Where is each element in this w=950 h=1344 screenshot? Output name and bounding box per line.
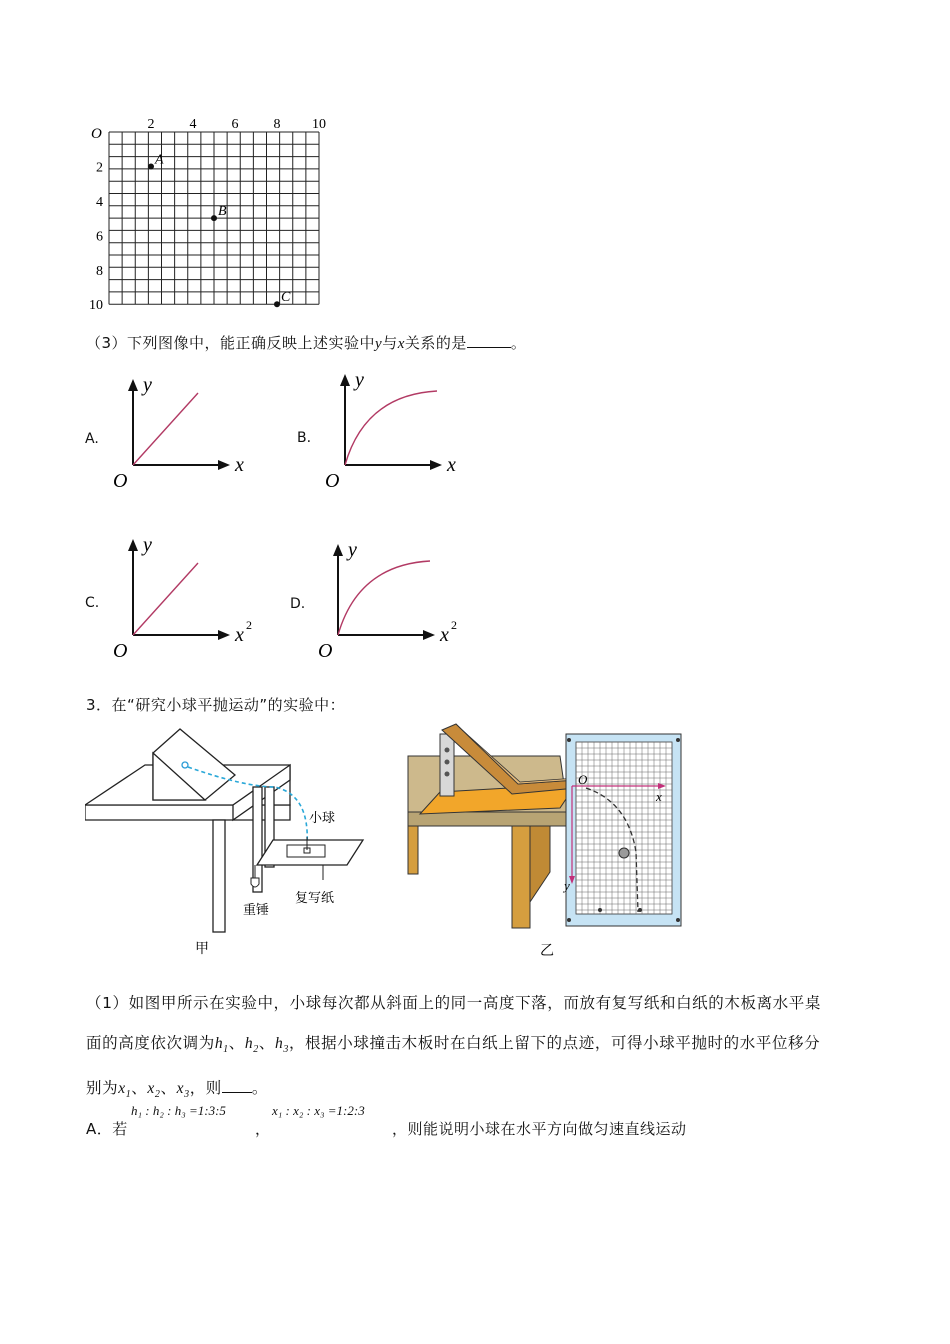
option-a-comma: ， xyxy=(255,1120,271,1138)
option-b xyxy=(297,360,477,495)
x-axis-label: x xyxy=(440,624,449,646)
y-tick-label: 6 xyxy=(96,229,103,245)
q3-stem xyxy=(86,332,526,353)
origin-label: O xyxy=(325,470,340,492)
option-d-graph xyxy=(310,530,470,665)
y-tick-label: 10 xyxy=(89,298,103,310)
q3-prefix: （3）下列图像中，能正确反映上述实验中 xyxy=(86,334,376,352)
point-a xyxy=(148,163,154,169)
y-tick-label: 4 xyxy=(96,194,103,210)
x-arrow-icon xyxy=(430,460,442,470)
yi-origin-label: O xyxy=(578,772,588,787)
q3-suffix: 关系的是 xyxy=(404,334,467,352)
x-arrow-icon xyxy=(218,630,230,640)
option-a-text xyxy=(86,1118,128,1139)
part1-line1: （1）如图甲所示在实验中，小球每次都从斜面上的同一高度下落，而放有复写纸和白纸的木板离水平桌 xyxy=(86,994,821,1012)
part1-line2: 面的高度依次调为$h_1$、$h_2$、$h_3$，根据小球撞击木板时在白纸上留下的点迹，可得小球平抛时的水平位移分 xyxy=(86,1034,821,1056)
y-tick-label: 8 xyxy=(96,263,103,279)
y-axis-label: y xyxy=(143,374,152,396)
answer-blank-2 xyxy=(222,1078,252,1093)
answer-blank xyxy=(467,333,511,348)
coordinate-grid xyxy=(85,110,335,310)
option-a xyxy=(85,365,255,495)
question-3 xyxy=(86,694,345,715)
yi-x-axis-label: x xyxy=(656,789,662,804)
point-label: B xyxy=(218,204,227,220)
q3-mid: 与 xyxy=(382,334,398,352)
x-axis-power: 2 xyxy=(451,618,457,632)
q3-var-y: y xyxy=(375,336,383,352)
question-number: 3． xyxy=(86,696,112,714)
option-b-graph xyxy=(317,360,477,495)
x-axis-label: x xyxy=(447,454,456,476)
ratio-x: x₁ : x₂ : x₃ =1:2:3 xyxy=(272,1103,365,1118)
origin-label: O xyxy=(318,640,333,662)
origin-label: O xyxy=(113,640,128,662)
x-arrow-icon xyxy=(218,460,230,470)
y-axis-label: y xyxy=(355,369,364,391)
grid-origin-label: O xyxy=(91,126,102,142)
origin-label: O xyxy=(113,470,128,492)
y-arrow-icon xyxy=(128,379,138,391)
option-a-letter: A. xyxy=(85,431,99,447)
q3-end: 。 xyxy=(510,334,527,352)
part1-line3: 别为$x_1$、$x_2$、$x_3$，则 。 xyxy=(86,1079,269,1101)
y-axis-label: y xyxy=(143,534,152,556)
x-tick-label: 8 xyxy=(273,117,281,132)
part1-paragraph xyxy=(86,985,876,1113)
option-curve xyxy=(133,393,198,465)
x-axis-power: 2 xyxy=(246,618,252,632)
y-arrow-icon xyxy=(128,539,138,551)
option-c-letter: C. xyxy=(85,595,100,611)
y-arrow-icon xyxy=(333,544,343,556)
figure-jia xyxy=(85,725,375,960)
carbon-paper-label: 复写纸 xyxy=(295,890,335,905)
point-label: A xyxy=(155,152,164,168)
x-arrow-icon xyxy=(423,630,435,640)
ball-label: 小球 xyxy=(309,810,336,825)
x-tick-label: 10 xyxy=(312,117,326,132)
option-curve xyxy=(338,561,430,635)
q3-var-x: x xyxy=(397,336,405,352)
figure-yi-caption: 乙 xyxy=(540,942,554,958)
y-arrow-icon xyxy=(340,374,350,386)
option-d xyxy=(290,530,470,665)
option-curve xyxy=(133,563,198,635)
point-b xyxy=(211,215,217,221)
option-d-letter: D. xyxy=(290,596,306,612)
point-c xyxy=(274,301,280,307)
point-label: C xyxy=(281,290,291,306)
option-curve xyxy=(345,391,437,465)
plumb-weight-label: 重锤 xyxy=(243,902,270,917)
y-tick-label: 2 xyxy=(96,160,103,176)
option-c-graph xyxy=(105,525,265,665)
option-a-graph xyxy=(105,365,255,495)
yi-y-axis-label: y xyxy=(564,878,570,893)
figure-jia-caption: 甲 xyxy=(195,940,209,956)
option-a-conclusion: ，则能说明小球在水平方向做匀速直线运动 xyxy=(392,1120,687,1138)
figure-yi xyxy=(400,722,690,962)
ratio-h: h₁ : h₂ : h₃ =1:3:5 xyxy=(131,1103,226,1118)
x-axis-label: x xyxy=(235,454,244,476)
y-axis-label: y xyxy=(348,539,357,561)
x-axis-label: x xyxy=(235,624,244,646)
grid-figure xyxy=(85,110,335,310)
x-tick-label: 2 xyxy=(147,117,155,132)
option-c xyxy=(85,525,265,665)
x-tick-label: 6 xyxy=(231,117,239,132)
question-text: 在“研究小球平抛运动”的实验中： xyxy=(111,696,346,714)
x-tick-label: 4 xyxy=(189,117,197,132)
option-a-prefix: A．若 xyxy=(86,1120,128,1138)
option-b-letter: B. xyxy=(297,430,312,446)
